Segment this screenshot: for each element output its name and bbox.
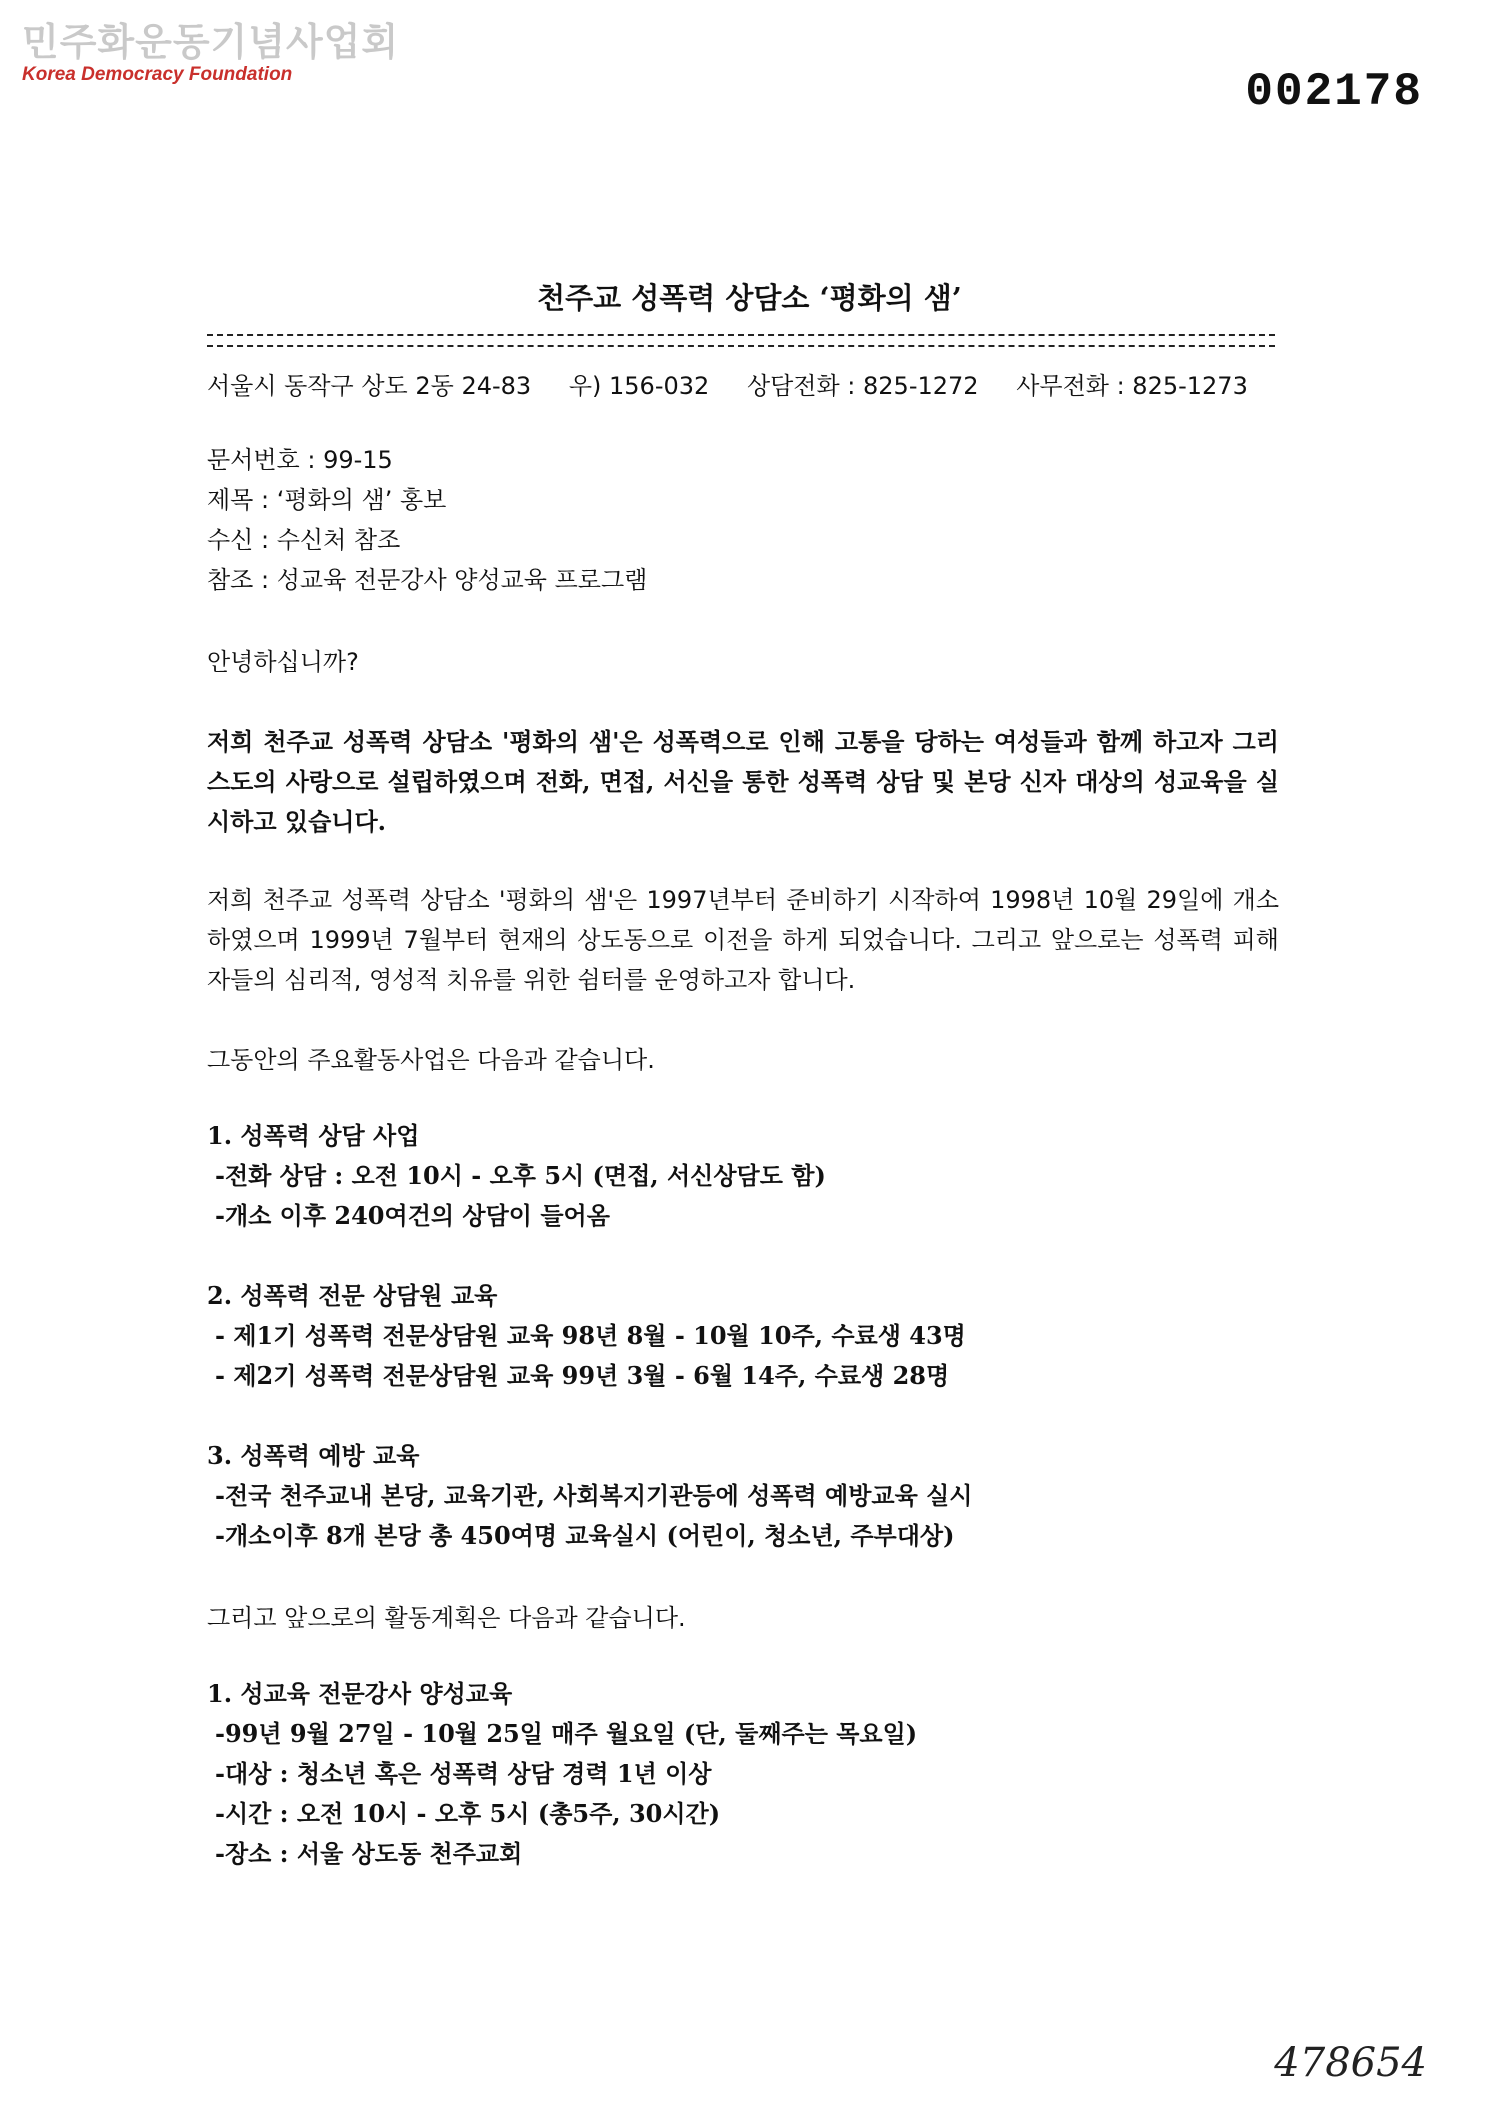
section-heading: 2. 성폭력 전문 상담원 교육 <box>207 1281 498 1310</box>
list-item: -시간 : 오전 10시 - 오후 5시 (총5주, 30시간) <box>215 1799 721 1828</box>
section-heading: 3. 성폭력 예방 교육 <box>207 1441 420 1470</box>
list-item: -99년 9월 27일 - 10월 25일 매주 월요일 (단, 둘째주는 목요일) <box>215 1719 918 1748</box>
watermark-logo <box>22 20 399 86</box>
postal-code: 우) 156-032 <box>568 372 710 400</box>
list-item: -전국 천주교내 본당, 교육기관, 사회복지기관등에 성폭력 예방교육 실시 <box>215 1481 973 1510</box>
greeting: 안녕하십니까? <box>207 648 359 676</box>
document-meta <box>207 440 647 600</box>
document-stamp-number: 002178 <box>1245 66 1423 118</box>
activity-section-1 <box>207 1116 826 1236</box>
list-item: -대상 : 청소년 혹은 성폭력 상담 경력 1년 이상 <box>215 1759 712 1788</box>
handwritten-number: 478654 <box>1274 2040 1427 2086</box>
section-heading: 1. 성교육 전문강사 양성교육 <box>207 1679 513 1708</box>
contact-line <box>207 366 1287 401</box>
list-item: -장소 : 서울 상도동 천주교회 <box>215 1839 523 1868</box>
double-dashed-divider <box>207 334 1275 347</box>
counsel-phone: 상담전화 : 825-1272 <box>746 372 979 400</box>
list-item: - 제1기 성폭력 전문상담원 교육 98년 8월 - 10월 10주, 수료생 43명 <box>215 1321 966 1350</box>
office-phone: 사무전화 : 825-1273 <box>1016 372 1248 400</box>
activity-section-3 <box>207 1436 973 1556</box>
section-heading: 1. 성폭력 상담 사업 <box>207 1121 420 1150</box>
list-item: -전화 상담 : 오전 10시 - 오후 5시 (면접, 서신상담도 함) <box>215 1161 826 1190</box>
watermark-english: Korea Democracy Foundation <box>22 64 293 85</box>
list-item: - 제2기 성폭력 전문상담원 교육 99년 3월 - 6월 14주, 수료생 28명 <box>215 1361 950 1390</box>
list-item: -개소이후 8개 본당 총 450여명 교육실시 (어린이, 청소년, 주부대상) <box>215 1521 955 1550</box>
address: 서울시 동작구 상도 2동 24-83 <box>207 372 532 400</box>
recipient-line: 수신 : 수신처 참조 <box>207 526 401 554</box>
activity-section-2 <box>207 1276 966 1396</box>
doc-number-line: 문서번호 : 99-15 <box>207 446 393 474</box>
history-paragraph: 저희 천주교 성폭력 상담소 '평화의 샘'은 1997년부터 준비하기 시작하여 1998년 10월 29일에 개소하였으며 1999년 7월부터 현재의 상도동으로 이전을 하게 되었습니다. 그리고 앞으로는 성폭력 피해자들의 심리적, 영성적 치유를 위한 쉼터를 운영하고자 합니다. <box>207 886 1279 994</box>
page-title: 천주교 성폭력 상담소 ‘평화의 샘’ <box>537 281 962 315</box>
activities-intro: 그동안의 주요활동사업은 다음과 같습니다. <box>207 1046 655 1074</box>
reference-line: 참조 : 성교육 전문강사 양성교육 프로그램 <box>207 566 648 594</box>
list-item: -개소 이후 240여건의 상담이 들어옴 <box>215 1201 610 1230</box>
watermark-korean: 민주화운동기념사업회 <box>22 20 400 64</box>
plan-section-1 <box>207 1674 917 1874</box>
subject-line: 제목 : ‘평화의 샘’ 홍보 <box>207 486 447 514</box>
plans-intro: 그리고 앞으로의 활동계획은 다음과 같습니다. <box>207 1604 686 1632</box>
intro-paragraph: 저희 천주교 성폭력 상담소 '평화의 샘'은 성폭력으로 인해 고통을 당하는 여성들과 함께 하고자 그리스도의 사랑으로 설립하였으며 전화, 면접, 서신을 통한 성폭력 상담 및 본당 신자 대상의 성교육을 실시하고 있습니다. <box>207 727 1279 836</box>
